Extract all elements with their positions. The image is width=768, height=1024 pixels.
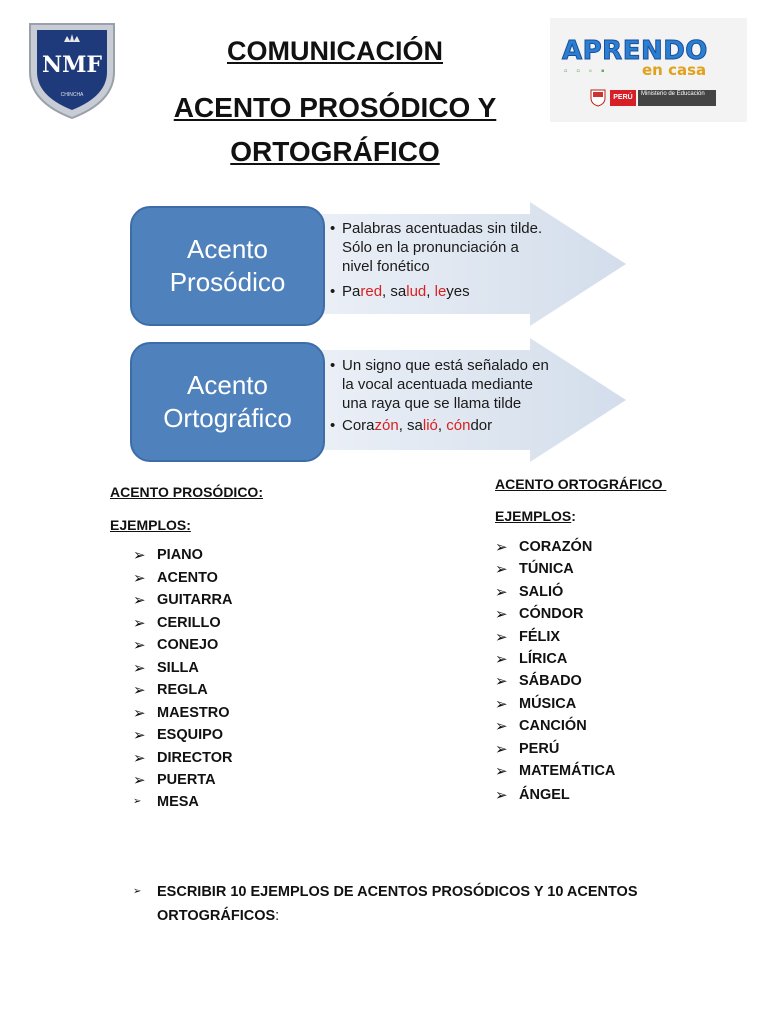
list-item	[495, 740, 559, 758]
arrow-bullet-icon: ➢	[133, 591, 146, 609]
list-item-text: TÚNICA	[519, 561, 574, 578]
bullet-definition: • Un signo que está señalado en la vocal acentuada mediante una raya que se llama tilde	[330, 357, 549, 412]
task-text-line2: ORTOGRÁFICOS	[157, 908, 276, 924]
prosodico-heading: ACENTO PROSÓDICO:	[110, 484, 263, 500]
arrow-bullet-icon: ➢	[133, 771, 146, 789]
list-item-text: GUITARRA	[157, 592, 233, 608]
arrow-bullet-icon: ➢	[495, 762, 508, 780]
arrow-bullet-icon: ➢	[133, 886, 142, 897]
box-line2: Prosódico	[169, 267, 286, 297]
list-item-text: PUERTA	[157, 772, 216, 788]
list-item	[495, 786, 570, 804]
bullets-prosodico	[330, 219, 542, 301]
list-item	[133, 591, 232, 609]
list-item	[495, 628, 560, 646]
box-acento-ortografico	[130, 342, 325, 462]
list-item-text: SILLA	[157, 659, 199, 676]
list-item	[133, 794, 199, 810]
arrow-bullet-icon: ➢	[495, 717, 508, 736]
arrow-bullet-icon: ➢	[495, 605, 508, 624]
list-item-text: PIANO	[157, 547, 203, 563]
arrow-bullet-icon: ➢	[133, 748, 146, 767]
task-text: ESCRIBIR 10 EJEMPLOS DE ACENTOS PROSÓDICOS Y 10 ACENTOS	[157, 884, 638, 900]
list-item-text: SALIÓ	[519, 583, 564, 600]
arrow-bullet-icon: ➢	[133, 613, 146, 632]
box-line2: Ortográfico	[163, 403, 292, 433]
list-item	[495, 672, 582, 690]
list-item	[495, 538, 592, 556]
arrow-bullet-icon: ➢	[495, 582, 508, 601]
arrow-bullet-icon: ➢	[495, 538, 508, 556]
list-item	[495, 762, 615, 780]
arrow-bullet-icon: ➢	[133, 796, 142, 807]
list-item-text: MÚSICA	[519, 695, 577, 712]
bullet-examples: • Pared, salud, leyes	[330, 283, 470, 300]
peru-label: PERÚ	[610, 90, 636, 106]
arrow-bullet-icon: ➢	[495, 786, 508, 805]
list-item-text: REGLA	[157, 682, 208, 698]
page-title-line2: ORTOGRÁFICO	[230, 136, 440, 167]
list-item-text: ESQUIPO	[157, 727, 224, 743]
list-item	[133, 771, 216, 789]
list-item	[133, 749, 232, 767]
list-item-text: CANCIÓN	[519, 718, 587, 735]
arrow-bullet-icon: ➢	[133, 703, 146, 722]
bullet-definition: • Palabras acentuadas sin tilde. Sólo en la pronunciación a nivel fonético	[330, 220, 543, 275]
box-acento-prosodico	[130, 206, 325, 326]
list-item	[495, 583, 563, 601]
arrow-bullet-icon: ➢	[133, 636, 146, 654]
school-initials: NMF	[41, 52, 103, 78]
list-item-text: CÓNDOR	[519, 606, 584, 623]
list-item-text: MESA	[157, 793, 199, 810]
list-item-text: CONEJO	[157, 637, 219, 653]
list-item-text: ACENTO	[157, 569, 218, 586]
list-item	[133, 681, 208, 699]
arrow-bullet-icon: ➢	[495, 560, 508, 579]
page-title-line1: ACENTO PROSÓDICO Y	[173, 92, 497, 123]
arrow-bullet-icon: ➢	[495, 694, 508, 713]
arrow-bullet-icon: ➢	[495, 672, 508, 691]
en-casa-text: en casa	[642, 61, 707, 79]
list-item-text: FÉLIX	[519, 628, 561, 645]
arrow-bullet-icon: ➢	[133, 681, 146, 699]
list-item-text: PERÚ	[519, 740, 560, 757]
prosodico-list	[133, 546, 333, 826]
box-line1: Acento	[187, 234, 268, 264]
arrow-bullet-icon: ➢	[133, 546, 146, 564]
list-item	[133, 659, 199, 677]
arrow-bullet-icon: ➢	[133, 568, 146, 587]
ministerio-label: Ministerio de Educación	[638, 90, 716, 106]
list-item-text: MAESTRO	[157, 704, 230, 721]
list-item-text: ÁNGEL	[519, 787, 570, 804]
task-instruction: ➢ ESCRIBIR 10 EJEMPLOS DE ACENTOS PROSÓDICOS Y 10 ACENTOS ORTOGRÁFICOS:	[133, 880, 653, 928]
arrow-bullet-icon: ➢	[495, 650, 508, 668]
school-footer: CHINCHA	[60, 92, 84, 98]
prosodico-examples-label: EJEMPLOS:	[110, 517, 191, 533]
arrow-bullet-icon: ➢	[495, 627, 508, 646]
list-item	[495, 560, 574, 578]
decorative-shapes-icon: ▫ ▫ ◦ ▪	[564, 66, 608, 77]
arrow-bullet-icon: ➢	[133, 658, 146, 677]
list-item	[133, 614, 221, 632]
ortografico-list	[495, 538, 715, 818]
list-item	[495, 695, 576, 713]
list-item	[133, 726, 223, 744]
list-item	[133, 636, 218, 654]
aprendo-text: APRENDO	[562, 36, 708, 66]
list-item-text: SÁBADO	[519, 673, 582, 690]
arrow-bullet-icon: ➢	[133, 726, 146, 744]
arrow-bullet-icon: ➢	[495, 739, 508, 758]
bullets-ortografico	[330, 356, 549, 435]
list-item	[495, 717, 587, 735]
list-item-text: DIRECTOR	[157, 749, 233, 766]
ortografico-examples-label: EJEMPLOS:	[495, 508, 576, 524]
box-line1: Acento	[187, 370, 268, 400]
accent-diagram	[128, 198, 628, 468]
list-item-text: MATEMÁTICA	[519, 763, 616, 779]
list-item	[495, 605, 583, 623]
subject-title: COMUNICACIÓN	[227, 36, 443, 66]
list-item-text: CORAZÓN	[519, 539, 593, 555]
ortografico-heading: ACENTO ORTOGRÁFICO	[495, 476, 663, 492]
list-item-text: LÍRICA	[519, 651, 568, 667]
list-item-text: CERILLO	[157, 614, 221, 631]
bullet-examples: • Corazón, salió, cóndor	[330, 417, 493, 434]
list-item	[133, 546, 203, 564]
list-item	[133, 704, 230, 722]
list-item	[133, 569, 218, 587]
list-item	[495, 650, 567, 668]
